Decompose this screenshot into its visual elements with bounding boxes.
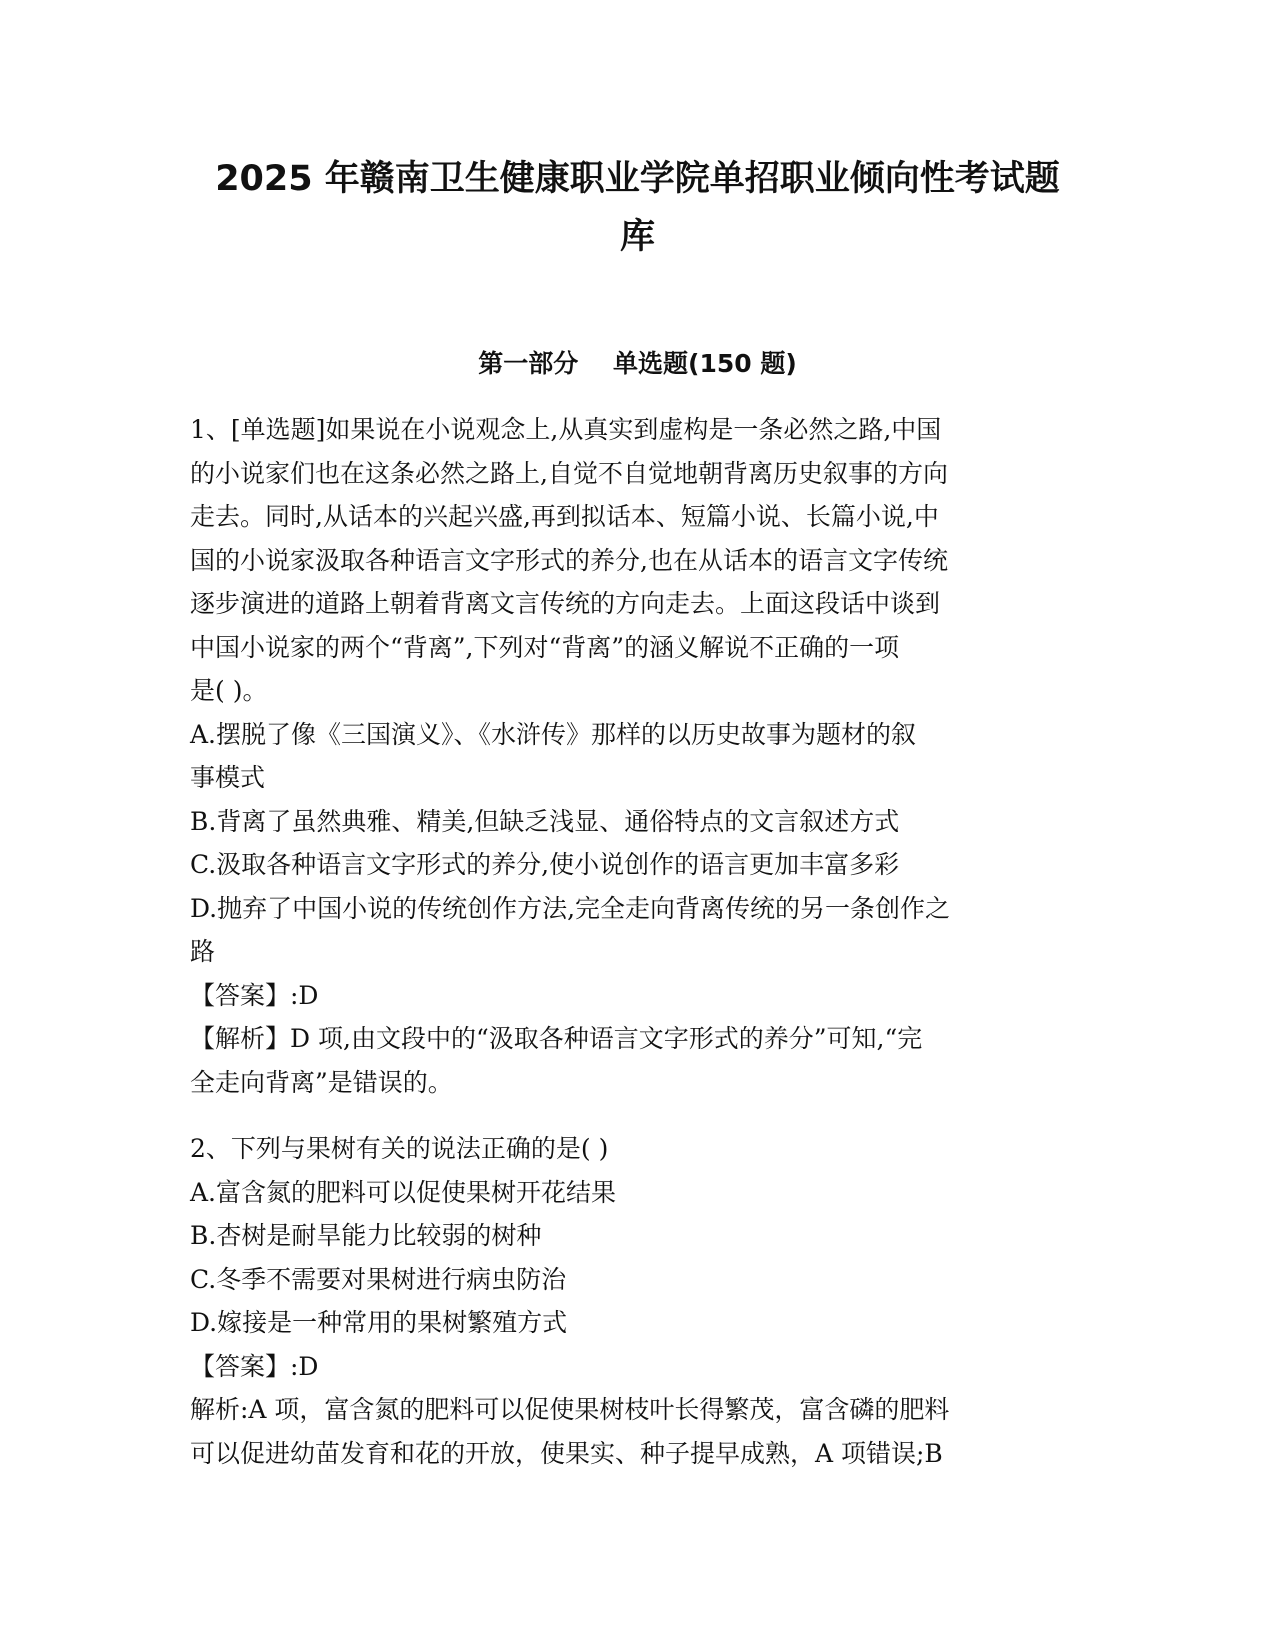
question-options: [190, 713, 1085, 974]
analysis-line: 可以促进幼苗发育和花的开放，使果实、种子提早成熟，A 项错误;B: [190, 1438, 943, 1468]
stem-line: 2、下列与果树有关的说法正确的是( ): [190, 1134, 609, 1163]
option-d-continued: 路: [190, 937, 216, 966]
analysis-line: 解析:A 项，富含氮的肥料可以促使果树枝叶长得繁茂，富含磷的肥料: [190, 1395, 950, 1424]
option-d: D.嫁接是一种常用的果树繁殖方式: [190, 1308, 568, 1337]
analysis-line: 全走向背离”是错误的。: [190, 1067, 453, 1097]
section-heading: 第一部分 单选题(150 题): [478, 349, 797, 378]
stem-line: 国的小说家汲取各种语言文字形式的养分,也在从话本的语言文字传统: [190, 545, 948, 575]
option-c: C.汲取各种语言文字形式的养分,使小说创作的语言更加丰富多彩: [190, 850, 900, 879]
question-stem: [190, 408, 1085, 713]
answer-line: 【答案】:D: [190, 1351, 319, 1381]
option-a-continued: 事模式: [190, 763, 266, 792]
analysis: [190, 1388, 1085, 1475]
question-options: [190, 1171, 1085, 1345]
stem-line: 1、[单选题]如果说在小说观念上,从真实到虚构是一条必然之路,中国: [190, 415, 942, 444]
question-gap: [190, 1104, 1085, 1127]
option-a: A.摆脱了像《三国演义》、《水浒传》那样的以历史故事为题材的叙: [190, 719, 917, 749]
option-b: B.背离了虽然典雅、精美,但缺乏浅显、通俗特点的文言叙述方式: [190, 806, 900, 836]
option-b: B.杏树是耐旱能力比较弱的树种: [190, 1221, 542, 1250]
question-list: [190, 408, 1085, 1475]
answer-line: 【答案】:D: [190, 980, 319, 1010]
option-c: C.冬季不需要对果树进行病虫防治: [190, 1264, 567, 1294]
question-2: [190, 1127, 1085, 1475]
stem-line: 逐步演进的道路上朝着背离文言传统的方向走去。上面这段话中谈到: [190, 589, 941, 618]
stem-line: 走去。同时,从话本的兴起兴盛,再到拟话本、短篇小说、长篇小说,中: [190, 502, 939, 531]
question-stem: [190, 1127, 1085, 1171]
title-line: 库: [619, 217, 655, 257]
title-line: 2025 年赣南卫生健康职业学院单招职业倾向性考试题: [215, 159, 1060, 199]
stem-line: 的小说家们也在这条必然之路上,自觉不自觉地朝背离历史叙事的方向: [190, 458, 948, 488]
analysis: [190, 1017, 1085, 1104]
stem-line: 是( )。: [190, 676, 268, 705]
stem-line: 中国小说家的两个“背离”,下列对“背离”的涵义解说不正确的一项: [190, 632, 900, 662]
option-d: D.抛弃了中国小说的传统创作方法,完全走向背离传统的另一条创作之: [190, 893, 951, 923]
analysis-line: 【解析】D 项,由文段中的“汲取各种语言文字形式的养分”可知,“完: [190, 1024, 923, 1053]
question-1: [190, 408, 1085, 1104]
option-a: A.富含氮的肥料可以促使果树开花结果: [190, 1177, 617, 1207]
document-title: [180, 150, 1095, 266]
